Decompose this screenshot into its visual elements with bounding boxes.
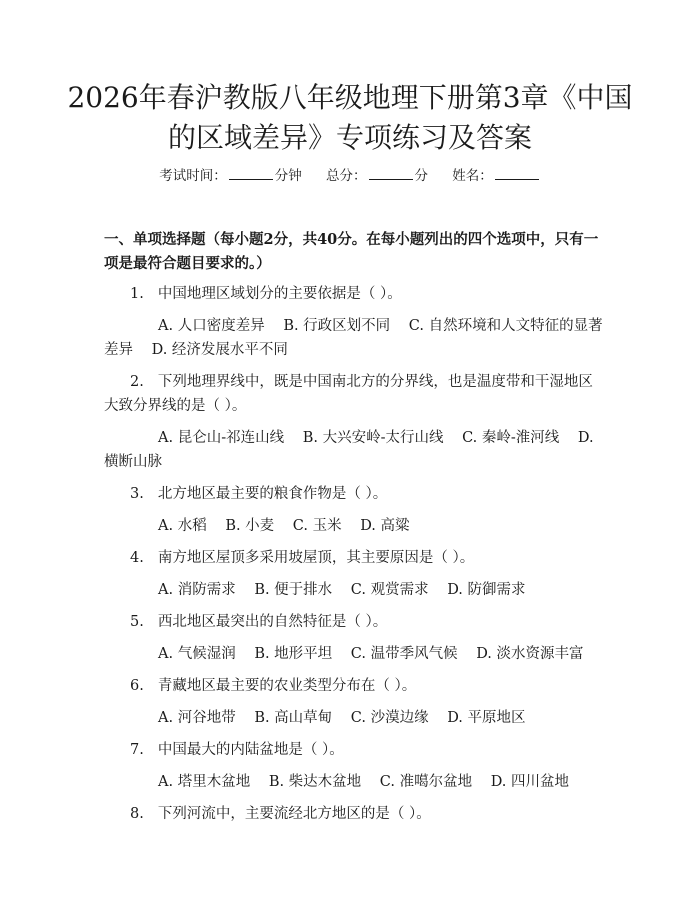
question-text: 青藏地区最主要的农业类型分布在（ ）。: [157, 678, 417, 694]
option-c: C. 玉米: [292, 518, 342, 534]
option-a: A. 消防需求: [158, 582, 236, 598]
question-item: [104, 282, 604, 362]
question-options: [104, 314, 604, 362]
name-label: 姓名：: [452, 168, 493, 184]
option-b: B. 便于排水: [254, 582, 333, 598]
option-b: B. 行政区划不同: [283, 318, 391, 334]
question-text: 中国地理区域划分的主要依据是（ ）。: [157, 286, 402, 302]
question-text: 南方地区屋顶多采用坡屋顶，其主要原因是（ ）。: [157, 550, 475, 566]
exam-info-line: [0, 166, 700, 186]
option-c: C. 准噶尔盆地: [379, 774, 473, 790]
question-stem: [104, 282, 604, 306]
question-stem: [104, 802, 604, 826]
option-a: A. 昆仑山-祁连山线: [158, 430, 285, 446]
section-heading: 一、单项选择题（每小题2分，共40分。在每小题列出的四个选项中，只有一项是最符合题目要求的。）: [104, 231, 599, 272]
option-d: D. 四川盆地: [490, 774, 570, 790]
question-options: [104, 706, 604, 730]
option-d: D. 平原地区: [447, 710, 526, 726]
question-number: 2.: [130, 374, 144, 390]
question-number: 3.: [130, 486, 144, 502]
question-stem: [104, 610, 604, 634]
option-c: C. 秦岭-淮河线: [462, 430, 560, 446]
exam-time-blank: [229, 166, 273, 180]
option-c: C. 自然环境和人文特征的显著差异: [104, 318, 603, 358]
document-title: 2026年春沪教版八年级地理下册第3章《中国的区域差异》专项练习及答案: [67, 81, 633, 154]
question-list: [104, 282, 604, 826]
question-options: [104, 514, 604, 538]
question-options: [104, 426, 604, 474]
option-b: B. 地形平坦: [254, 646, 333, 662]
question-item: [104, 674, 604, 730]
option-b: B. 高山草甸: [254, 710, 333, 726]
question-stem: [104, 674, 604, 698]
option-a: A. 水稻: [158, 518, 207, 534]
option-a: A. 气候湿润: [158, 646, 236, 662]
question-text: 西北地区最突出的自然特征是（ ）。: [157, 614, 388, 630]
question-text: 北方地区最主要的粮食作物是（ ）。: [157, 486, 388, 502]
option-c: C. 温带季风气候: [350, 646, 458, 662]
question-item: [104, 546, 604, 602]
question-text: 下列河流中，主要流经北方地区的是（ ）。: [157, 806, 431, 822]
question-number: 5.: [130, 614, 144, 630]
question-stem: [104, 546, 604, 570]
name-blank: [495, 166, 539, 180]
question-options: [104, 642, 604, 666]
question-number: 6.: [130, 678, 144, 694]
question-stem: [104, 482, 604, 506]
question-item: [104, 482, 604, 538]
option-b: B. 柴达木盆地: [268, 774, 362, 790]
question-item: [104, 738, 604, 794]
option-d: D. 横断山脉: [104, 430, 594, 470]
exam-time-field: [159, 168, 302, 184]
option-d: D. 经济发展水平不同: [151, 342, 288, 358]
question-number: 1.: [130, 286, 144, 302]
question-number: 4.: [130, 550, 144, 566]
question-options: [104, 578, 604, 602]
option-a: A. 塔里木盆地: [158, 774, 251, 790]
exam-time-unit: 分钟: [274, 168, 302, 184]
option-a: A. 河谷地带: [158, 710, 236, 726]
question-number: 8.: [130, 806, 144, 822]
score-unit: 分: [414, 168, 428, 184]
score-blank: [369, 166, 413, 180]
question-stem: [104, 738, 604, 762]
option-c: C. 沙漠边缘: [350, 710, 429, 726]
question-options: [104, 770, 604, 794]
option-d: D. 防御需求: [447, 582, 526, 598]
option-a: A. 人口密度差异: [158, 318, 265, 334]
question-text: 下列地理界线中，既是中国南北方的分界线，也是温度带和干湿地区大致分界线的是（ ）。: [104, 374, 593, 414]
score-label: 总分：: [326, 168, 367, 184]
question-item: [104, 610, 604, 666]
score-field: [326, 168, 428, 184]
exam-time-label: 考试时间：: [159, 168, 227, 184]
question-text: 中国最大的内陆盆地是（ ）。: [157, 742, 344, 758]
name-field: [452, 168, 541, 184]
option-c: C. 观赏需求: [350, 582, 429, 598]
option-b: B. 大兴安岭-太行山线: [302, 430, 444, 446]
option-d: D. 高粱: [360, 518, 410, 534]
option-d: D. 淡水资源丰富: [476, 646, 584, 662]
question-stem: [104, 370, 604, 418]
question-number: 7.: [130, 742, 144, 758]
option-b: B. 小麦: [225, 518, 275, 534]
question-item: [104, 370, 604, 474]
question-item: [104, 802, 604, 826]
